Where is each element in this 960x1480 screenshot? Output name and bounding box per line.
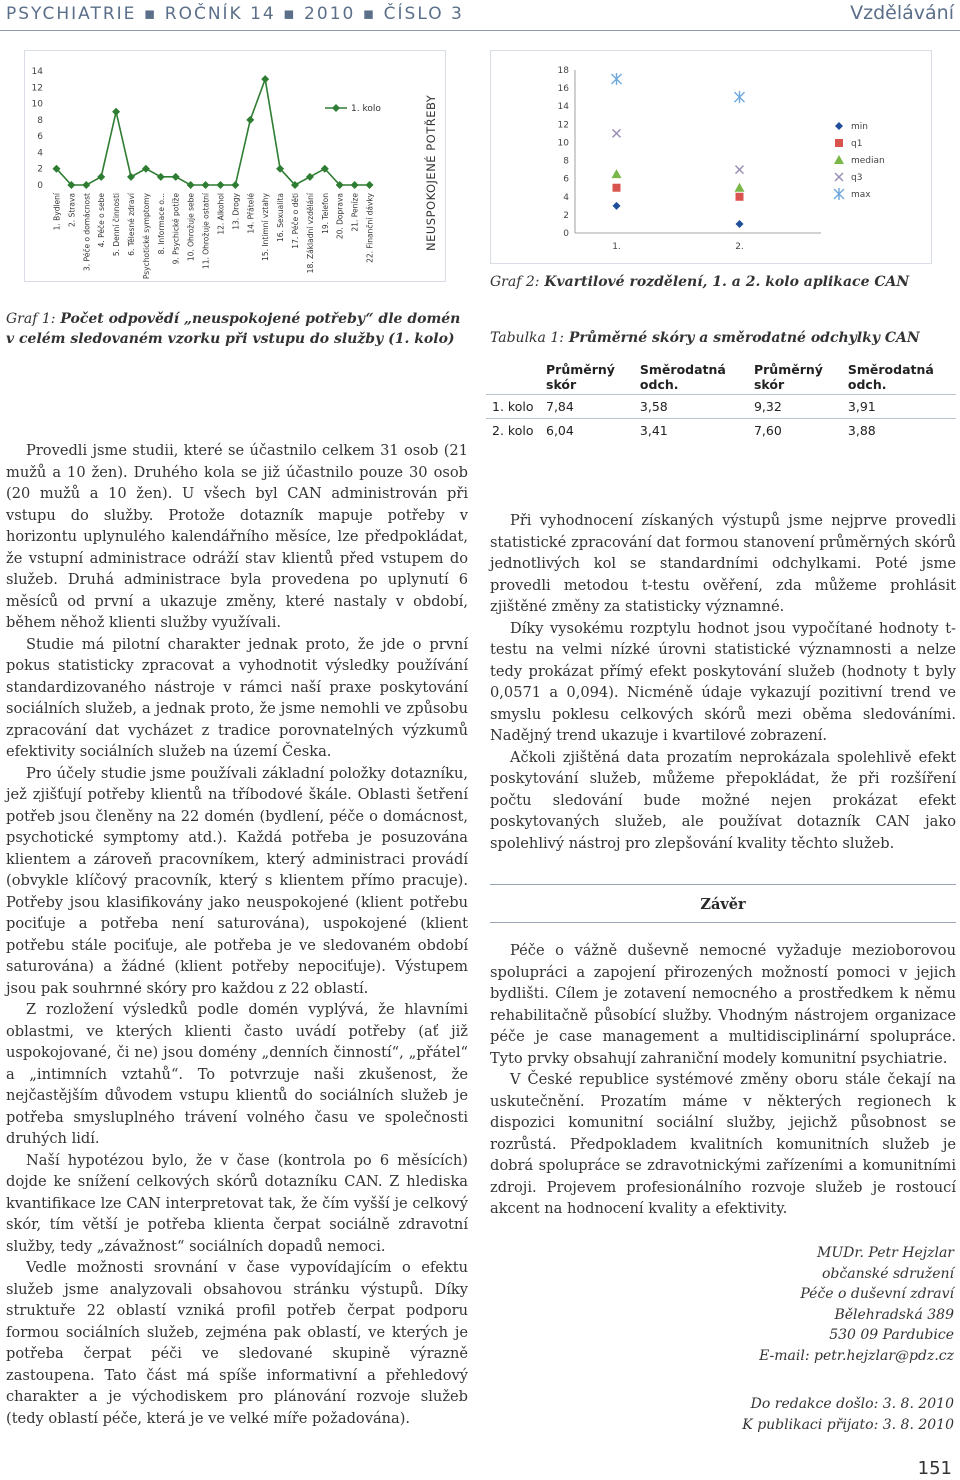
y-tick-label: 18 bbox=[557, 66, 569, 76]
data-point bbox=[351, 181, 359, 189]
y-tick-label: 10 bbox=[557, 138, 569, 149]
paragraph: Pro účely studie jsme používali základní položky dotazníku, jež zjišťují potřeby klientů na tříbodové škále. Oblasti šetření potřeb jsou členěny na 22 domén (bydlení, péče o domácnost, psychotické symptomy atd.). Každá potřeba je posuzována klientem a zároveň pracovníkem, který administraci provádí (obvykle klíčový pracovník, který s klientem přímo pracuje). Potřeby jsou klasifikovány jako neuspokojené (klient potřebu pociťuje a potřeba není saturována), uspokojené (klient potřebu stále pociťuje, ale potřeba je ve sledovaném období saturována) a žádné (klient potřeby nepociťuje). Výstupem jsou pak souhrnné skóry pro každou z 22 oblastí. bbox=[6, 764, 468, 997]
table-cell: 1. kolo bbox=[486, 395, 540, 419]
x-tick-label: 14. Přátelé bbox=[246, 192, 256, 234]
data-point bbox=[231, 181, 239, 189]
caption-text: Průměrné skóry a směrodatné odchylky CAN bbox=[563, 330, 920, 346]
chart-1-unmet-needs bbox=[25, 51, 445, 281]
x-tick-label: 4. Péče o sebe bbox=[97, 193, 107, 248]
table-header-row bbox=[486, 360, 956, 395]
y-tick-label: 8 bbox=[37, 115, 43, 126]
x-tick-label: 20. Doprava bbox=[335, 193, 345, 240]
y-tick-label: 2 bbox=[37, 164, 43, 175]
legend-label: median bbox=[851, 156, 885, 166]
author-line: 530 09 Pardubice bbox=[829, 1327, 954, 1343]
data-point bbox=[157, 173, 165, 181]
legend-label: 1. kolo bbox=[351, 104, 381, 114]
data-point bbox=[142, 165, 150, 173]
y-tick-label: 10 bbox=[31, 99, 43, 110]
y-tick-label: 0 bbox=[37, 181, 43, 191]
data-point bbox=[261, 75, 269, 83]
data-point-median bbox=[612, 169, 622, 178]
x-tick-label: 5. Denní činnosti bbox=[112, 193, 122, 257]
section-divider bbox=[490, 922, 956, 923]
x-tick-label: 15. Intimní vztahy bbox=[261, 193, 271, 261]
legend-marker-min bbox=[835, 122, 843, 130]
date-line: K publikaci přijato: 3. 8. 2010 bbox=[742, 1416, 954, 1433]
table-row bbox=[486, 419, 956, 443]
legend-label: q3 bbox=[851, 173, 863, 183]
x-tick-label: 9. Psychické potíže bbox=[171, 193, 181, 265]
y-tick-label: 12 bbox=[557, 120, 569, 131]
legend-label: q1 bbox=[851, 139, 863, 149]
x-tick-label: 21. Peníze bbox=[350, 193, 360, 232]
date-line: Do redakce došlo: 3. 8. 2010 bbox=[750, 1396, 954, 1412]
data-point bbox=[366, 181, 374, 189]
paragraph: Vedle možnosti srovnání v čase vypovídajícím o efektu služeb jsme analyzovali obsahovou stránku výstupů. Díky struktuře 22 oblastí vzniká profil potřeb čerpat podporu formou sociálních služeb, zejména pak oblastí, ve kterých je potřeba čerpat péči ve sledované skupině výrazně zastoupena. Tato část má spíše informativní a přehledový charakter a je východiskem pro plánování rozvoje služeb (tedy oblastí péče, která je ve velké míře požadována). bbox=[6, 1259, 468, 1427]
data-point-min bbox=[736, 220, 744, 228]
table-cell: 9,32 bbox=[748, 395, 842, 419]
data-point-max bbox=[735, 91, 745, 103]
table-header-cell: Směrodatná odch. bbox=[639, 362, 726, 392]
x-tick-label: 2. bbox=[735, 242, 744, 252]
y-tick-label: 4 bbox=[37, 148, 43, 159]
journal-header: PSYCHIATRIE ▪ ROČNÍK 14 ▪ 2010 ▪ ČÍSLO 3 bbox=[6, 4, 464, 24]
data-point bbox=[187, 181, 195, 189]
caption-label: Graf 1: bbox=[6, 311, 56, 327]
table-header-cell bbox=[486, 360, 540, 395]
chart-2-quartiles bbox=[491, 51, 931, 263]
y-tick-label: 2 bbox=[563, 210, 569, 221]
right-column-text bbox=[490, 510, 956, 854]
table-header-cell: Směrodatná odch. bbox=[847, 362, 934, 392]
legend-label: min bbox=[851, 122, 868, 132]
y-tick-label: 6 bbox=[563, 174, 569, 185]
y-tick-label: 12 bbox=[31, 83, 43, 94]
data-point-q3 bbox=[736, 166, 744, 174]
x-tick-label: 2. Strava bbox=[67, 193, 77, 227]
paragraph: Provedli jsme studii, které se účastnilo celkem 31 osob (21 mužů a 10 žen). Druhého kola se již účastnilo pouze 30 osob (20 mužů a 10 žen). U všech byl CAN administrován při vstupu do služby. Protože dotazník mapuje potřeby v horizontu uplynulého kalendářního měsíce, lze předpokládat, že vstupní administrace odráží stav klientů před vstupem do služeb. Druhá administrace byla provedena po uplynutí 6 měsíců od první a ukazuje změny, které nastaly v období, během něhož klienti služby využívali. bbox=[6, 442, 468, 631]
author-line: občanské sdružení bbox=[821, 1265, 954, 1282]
y-tick-label: 6 bbox=[37, 132, 43, 143]
x-tick-label: 13. Drogy bbox=[231, 193, 241, 230]
x-tick-label: 22. Finanční dávky bbox=[365, 193, 375, 263]
x-tick-label: 18. Základní vzdělání bbox=[305, 193, 315, 274]
paragraph: Naší hypotézou bylo, že v čase (kontrola po 6 měsících) dojde ke snížení celkových skórů dotazníku CAN. Z hlediska kvantifikace lze CAN interpretovat tak, že čím vyšší je celkový skór, tím větší je potřeba klienta čerpat sociálně zdravotní služby, tedy „závažnost“ sociálních dopadů nemoci. bbox=[6, 1151, 468, 1255]
data-point bbox=[97, 173, 105, 181]
x-tick-label: 1. Bydlení bbox=[52, 193, 62, 231]
x-tick-label: 1. bbox=[612, 242, 621, 252]
x-tick-label: 17. Péče o děti bbox=[291, 193, 300, 249]
paragraph: Z rozložení výsledků podle domén vyplývá, že hlavními oblastmi, ve kterých klienti často uvádí potřeby (ať již uspokojované, či ne) jsou domény „denních činností“, „přátel“ a „intimních vztahů“. To potvrzuje naši zkušenost, že nejčastějším důvodem vstupu klientů do sociálních služeb je potřeba smysluplného trávení volného času ve společnosti druhých lidí. bbox=[6, 1001, 468, 1147]
data-point bbox=[82, 181, 90, 189]
x-tick-label: 6. Tělesné zdraví bbox=[127, 193, 136, 256]
legend-marker-max bbox=[834, 188, 844, 200]
section-divider bbox=[490, 884, 956, 885]
y-tick-label: 8 bbox=[563, 156, 569, 167]
x-tick-label: 12. Alkohol bbox=[216, 193, 226, 235]
table-cell: 3,91 bbox=[842, 395, 956, 419]
table-header-cell: Průměrný skór bbox=[753, 362, 823, 392]
data-point bbox=[127, 173, 135, 181]
table-row bbox=[486, 395, 956, 419]
table-cell: 3,58 bbox=[634, 395, 748, 419]
table-cell: 7,60 bbox=[748, 419, 842, 443]
paragraph: Díky vysokému rozptylu hodnot jsou vypočítané hodnoty t-testu na velmi nízké úrovni statistické významnosti a nelze tedy prokázat přímý efekt poskytování služeb (hodnoty t byly 0,0571 a 0,094). Nicméně údaje vykazují pozitivní trend ve smyslu poklesu celkových skórů mezi oběma sledováními. Nadějný trend ukazuje i kvartilové zobrazení. bbox=[490, 619, 956, 744]
y-tick-label: 16 bbox=[557, 84, 569, 95]
chart-2-frame bbox=[490, 50, 932, 264]
author-line: Péče o duševní zdraví bbox=[800, 1286, 954, 1302]
table-cell: 7,84 bbox=[540, 395, 634, 419]
data-point bbox=[202, 181, 210, 189]
table-cell: 2. kolo bbox=[486, 419, 540, 443]
data-point-q3 bbox=[613, 129, 621, 137]
paragraph: Péče o vážně duševně nemocné vyžaduje mezioborovou spolupráci a zapojení přirozených možností pomoci v jejich bydlišti. Cílem je zotavení nemocného a prostředkem k němu rehabilitačně působící služby. Vhodným nástrojem organizace péče je case management a multidisciplinární spolupráce. Tyto prvky obsahují zahraniční modely komunitní psychiatrie. bbox=[490, 942, 956, 1067]
y-tick-label: 0 bbox=[563, 229, 569, 239]
submission-dates bbox=[742, 1394, 954, 1435]
data-point bbox=[112, 108, 120, 116]
conclusion-text bbox=[490, 940, 956, 1220]
y-tick-label: 14 bbox=[557, 102, 569, 113]
data-point bbox=[246, 116, 254, 124]
caption-label: Tabulka 1: bbox=[490, 330, 564, 346]
data-point bbox=[306, 173, 314, 181]
header-divider bbox=[0, 30, 960, 31]
conclusion-heading: Závěr bbox=[700, 896, 746, 913]
x-tick-label: 11. Ohrožuje ostatní bbox=[201, 193, 211, 270]
vertical-axis-title: NEUSPOKOJENÉ POTŘEBY bbox=[424, 94, 438, 251]
y-tick-label: 14 bbox=[31, 67, 43, 77]
paragraph: V České republice systémové změny oboru stále čekají na uskutečnění. Prozatím máme v některých regionech k dispozici komunitní sociální služby, jejichž působnost se rozrůstá. Předpokladem kvalitních komunitních služeb je dobrá spolupráce se zdravotnickými zařízeními a komunitními zdroji. Projevem profesionálního rozvoje služeb je rostoucí akcent na hodnocení kvality a efektivity. bbox=[490, 1071, 956, 1217]
caption-text: Kvartilové rozdělení, 1. a 2. kolo aplikace CAN bbox=[539, 274, 910, 290]
caption-text: Počet odpovědí „neuspokojené potřeby“ dle domén v celém sledovaném vzorku při vstupu do služby (1. kolo) bbox=[6, 311, 461, 347]
legend-marker-q3 bbox=[835, 173, 843, 181]
table-cell: 3,41 bbox=[634, 419, 748, 443]
legend-marker-q1 bbox=[835, 139, 843, 147]
x-tick-label: 7. Psychotické symptomy bbox=[141, 193, 151, 281]
section-title: Vzdělávání bbox=[850, 2, 954, 24]
left-column-text bbox=[6, 440, 468, 1429]
caption-table-1 bbox=[490, 328, 950, 348]
x-tick-label: 16. Sexualita bbox=[276, 193, 286, 243]
data-point-max bbox=[612, 73, 622, 85]
paragraph: Ačkoli zjištěná data prozatím neprokázala spolehlivě efekt poskytování služeb, můžeme přepokládat, že při rozšíření počtu sledování bude možné nejen prokázat efekt poskytovaných služeb, ale používat dotazník CAN jako spolehlivý nástroj pro zlepšování kvality těchto služeb. bbox=[490, 748, 956, 852]
paragraph: Při vyhodnocení získaných výstupů jsme nejprve provedli statistické zpracování dat formou stanovení průměrných skórů jednotlivých kol se standardními odchylkami. Poté jsme provedli metodou t-testu ověření, zda můžeme prohlásit zjištěné změny za statisticky významné. bbox=[490, 512, 956, 615]
author-signature bbox=[759, 1243, 954, 1366]
data-point bbox=[216, 181, 224, 189]
caption-graf-1 bbox=[6, 309, 471, 349]
x-tick-label: 19. Telefon bbox=[320, 193, 330, 234]
caption-label: Graf 2: bbox=[490, 274, 540, 290]
caption-graf-2 bbox=[490, 272, 950, 292]
author-line: MUDr. Petr Hejzlar bbox=[817, 1245, 954, 1261]
x-tick-label: 10. Ohrožuje sebe bbox=[186, 193, 196, 262]
legend-marker bbox=[332, 104, 340, 112]
chart-1-frame bbox=[24, 50, 446, 282]
data-point-q1 bbox=[613, 184, 621, 192]
data-point-min bbox=[613, 202, 621, 210]
data-point-q1 bbox=[736, 193, 744, 201]
table-header-cell: Průměrný skór bbox=[546, 362, 615, 392]
legend-label: max bbox=[851, 190, 871, 200]
author-line: Bělehradská 389 bbox=[834, 1306, 954, 1323]
y-tick-label: 4 bbox=[563, 192, 569, 203]
table-cell: 3,88 bbox=[842, 419, 956, 443]
page-number: 151 bbox=[917, 1458, 952, 1479]
author-email: E-mail: petr.hejzlar@pdz.cz bbox=[759, 1347, 954, 1364]
legend-marker-median bbox=[834, 155, 844, 164]
paragraph: Studie má pilotní charakter jednak proto, že jde o první pokus statisticky zpracovat a vyhodnotit výsledky používání standardizovaného nástroje v rámci naší praxe poskytování sociálních služeb, a jednak proto, že jsme nemohli ve způsobu zpracování dat vycházet z tradice porovnatelných výzkumů efektivity sociálních služeb na území Česka. bbox=[6, 635, 468, 760]
table-cell: 6,04 bbox=[540, 419, 634, 443]
can-score-table bbox=[486, 360, 956, 442]
data-point bbox=[172, 173, 180, 181]
x-tick-label: 8. Informace o... bbox=[156, 193, 166, 255]
x-tick-label: 3. Péče o domácnost bbox=[82, 193, 92, 272]
data-point-median bbox=[735, 183, 745, 192]
